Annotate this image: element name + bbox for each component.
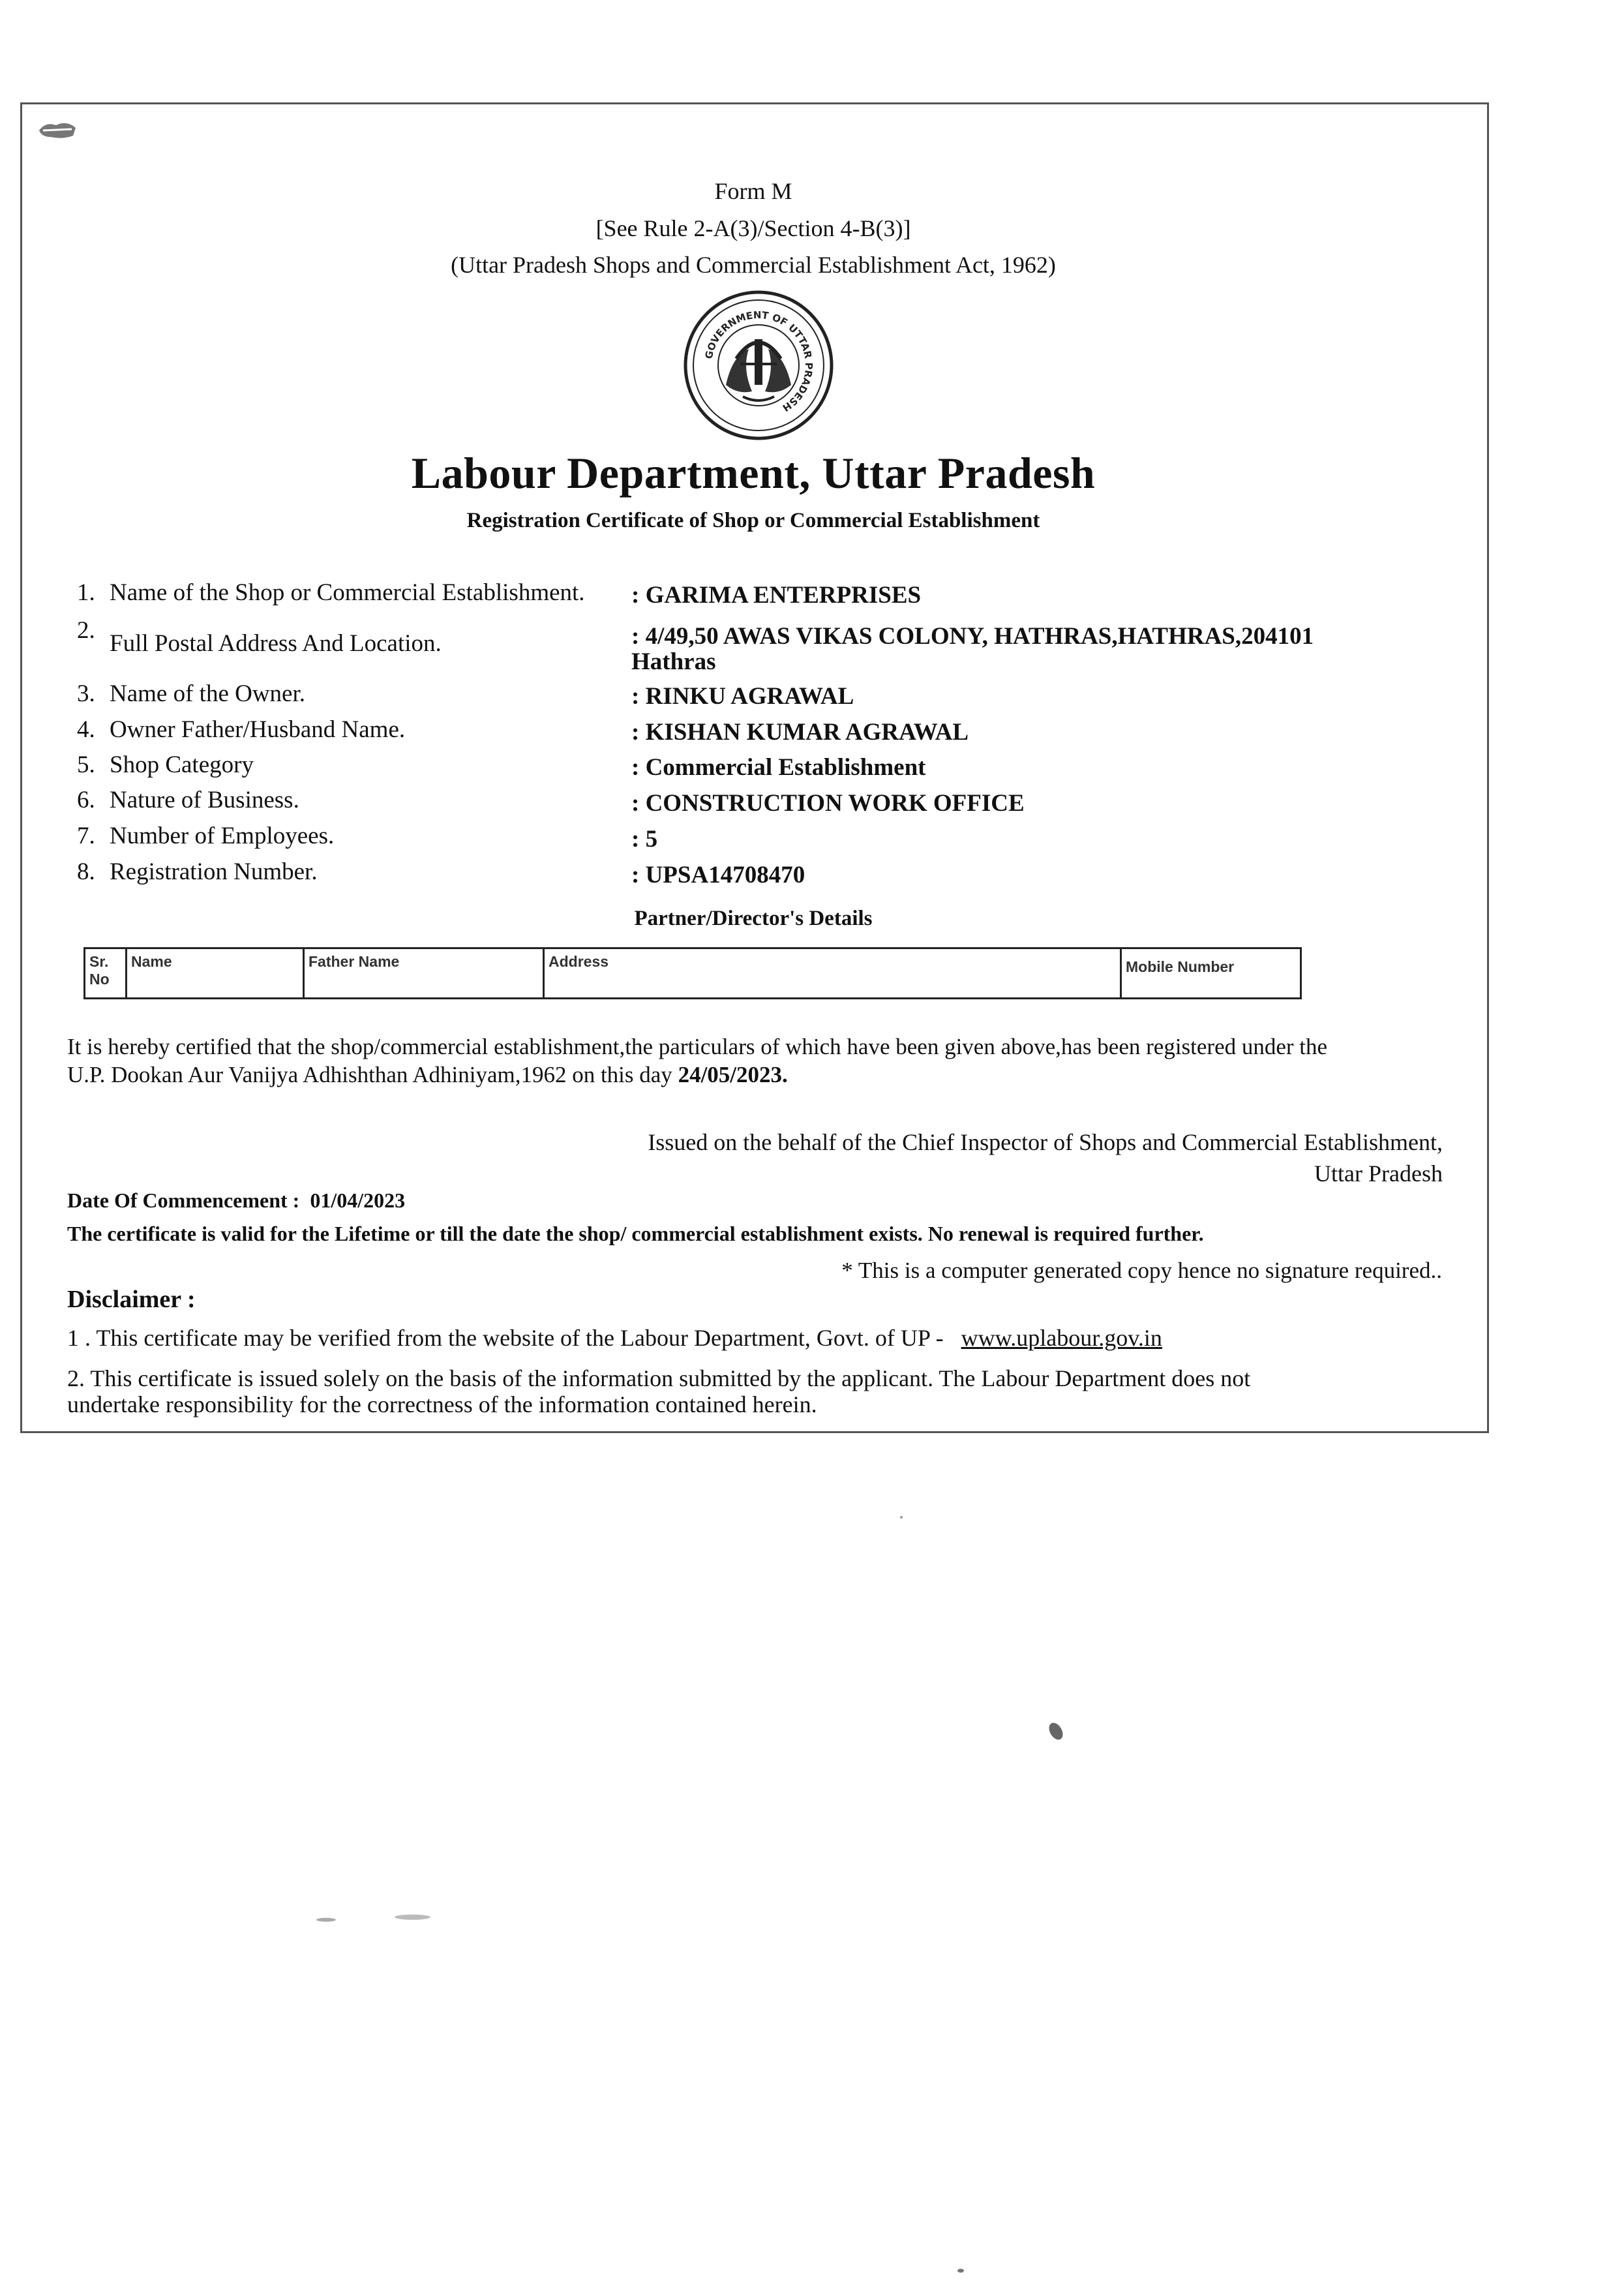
scan-speck xyxy=(900,1516,903,1519)
scan-speck xyxy=(395,1915,430,1920)
field-value-shop-name: : GARIMA ENTERPRISES xyxy=(631,582,922,609)
field-number: 8. xyxy=(77,858,95,885)
field-value-shop-category: : Commercial Establishment xyxy=(631,754,926,781)
partner-details-table xyxy=(83,947,1302,999)
commencement-value: 01/04/2023 xyxy=(310,1189,406,1212)
validity-statement: The certificate is valid for the Lifetime or till the date the shop/ commercial establishment exists. No renewal is required further. xyxy=(67,1222,1204,1245)
field-label-shop-category: Shop Category xyxy=(110,751,254,778)
scan-mark-icon xyxy=(37,116,78,142)
column-header-mobile-number: Mobile Number xyxy=(1121,948,1301,999)
field-number: 7. xyxy=(77,823,95,849)
scan-speck xyxy=(1046,1720,1066,1742)
field-value-father-name: : KISHAN KUMAR AGRAWAL xyxy=(631,719,969,746)
column-header-name: Name xyxy=(127,948,304,999)
field-value-address: : 4/49,50 AWAS VIKAS COLONY, HATHRAS,HATHRAS,204101 xyxy=(631,623,1314,650)
field-label-business-nature: Nature of Business. xyxy=(110,787,299,813)
field-number: 6. xyxy=(77,787,95,813)
certification-line-1: It is hereby certified that the shop/commercial establishment,the particulars of which have been given above,has been registered under the xyxy=(67,1034,1328,1059)
column-header-sr-no: Sr. No xyxy=(85,948,127,999)
field-number: 2. xyxy=(77,617,95,644)
computer-generated-note: * This is a computer generated copy hence no signature required.. xyxy=(841,1258,1442,1283)
column-header-father-name: Father Name xyxy=(304,948,544,999)
form-rule: [See Rule 2-A(3)/Section 4-B(3)] xyxy=(595,215,911,241)
registration-date: 24/05/2023. xyxy=(678,1062,788,1087)
form-act: (Uttar Pradesh Shops and Commercial Establishment Act, 1962) xyxy=(451,252,1056,278)
field-value-owner: : RINKU AGRAWAL xyxy=(631,683,854,710)
partner-details-title: Partner/Director's Details xyxy=(634,907,873,930)
issued-on-behalf-line-2: Uttar Pradesh xyxy=(1314,1160,1443,1187)
department-title: Labour Department, Uttar Pradesh xyxy=(411,448,1096,498)
emblem-ring-text: GOVERNMENT OF UTTAR PRADESH xyxy=(702,309,815,414)
disclaimer-item-1-text: 1 . This certificate may be verified from the website of the Labour Department, Govt. of UP - xyxy=(67,1325,944,1351)
field-label-shop-name: Name of the Shop or Commercial Establishment. xyxy=(110,579,585,606)
field-label-registration-number: Registration Number. xyxy=(110,858,318,885)
certification-act-text: U.P. Dookan Aur Vanijya Adhishthan Adhiniyam,1962 on this day xyxy=(67,1062,678,1087)
disclaimer-heading: Disclaimer : xyxy=(67,1286,196,1313)
disclaimer-item-1 xyxy=(67,1324,1162,1352)
form-title: Form M xyxy=(714,178,792,204)
commencement-label: Date Of Commencement : xyxy=(67,1189,300,1212)
disclaimer-item-2-line-1: 2. This certificate is issued solely on the basis of the information submitted by the applicant. The Labour Department does not xyxy=(67,1365,1251,1391)
field-number: 1. xyxy=(77,579,95,606)
field-number: 5. xyxy=(77,751,95,778)
field-value-business-nature: : CONSTRUCTION WORK OFFICE xyxy=(631,790,1025,817)
column-header-address: Address xyxy=(544,948,1121,999)
uplabour-website-link[interactable]: www.uplabour.gov.in xyxy=(961,1325,1162,1351)
scan-speck xyxy=(316,1918,336,1922)
up-government-emblem-icon xyxy=(680,287,837,444)
field-label-owner: Name of the Owner. xyxy=(110,680,306,707)
disclaimer-item-2-line-2: undertake responsibility for the correctness of the information contained herein. xyxy=(67,1391,817,1417)
field-label-father-name: Owner Father/Husband Name. xyxy=(110,716,406,743)
field-label-address: Full Postal Address And Location. xyxy=(110,630,442,657)
issued-on-behalf-line-1: Issued on the behalf of the Chief Inspector of Shops and Commercial Establishment, xyxy=(648,1129,1443,1155)
field-label-employees: Number of Employees. xyxy=(110,823,335,849)
scan-speck xyxy=(957,2269,964,2273)
field-number: 3. xyxy=(77,680,95,707)
certification-line-2 xyxy=(67,1062,788,1088)
certificate-subtitle: Registration Certificate of Shop or Commercial Establishment xyxy=(466,509,1040,532)
field-value-employees: : 5 xyxy=(631,826,658,853)
field-number: 4. xyxy=(77,716,95,743)
commencement-date xyxy=(67,1189,405,1213)
field-value-address-city: Hathras xyxy=(631,648,716,675)
field-value-registration-number: : UPSA14708470 xyxy=(631,862,805,888)
